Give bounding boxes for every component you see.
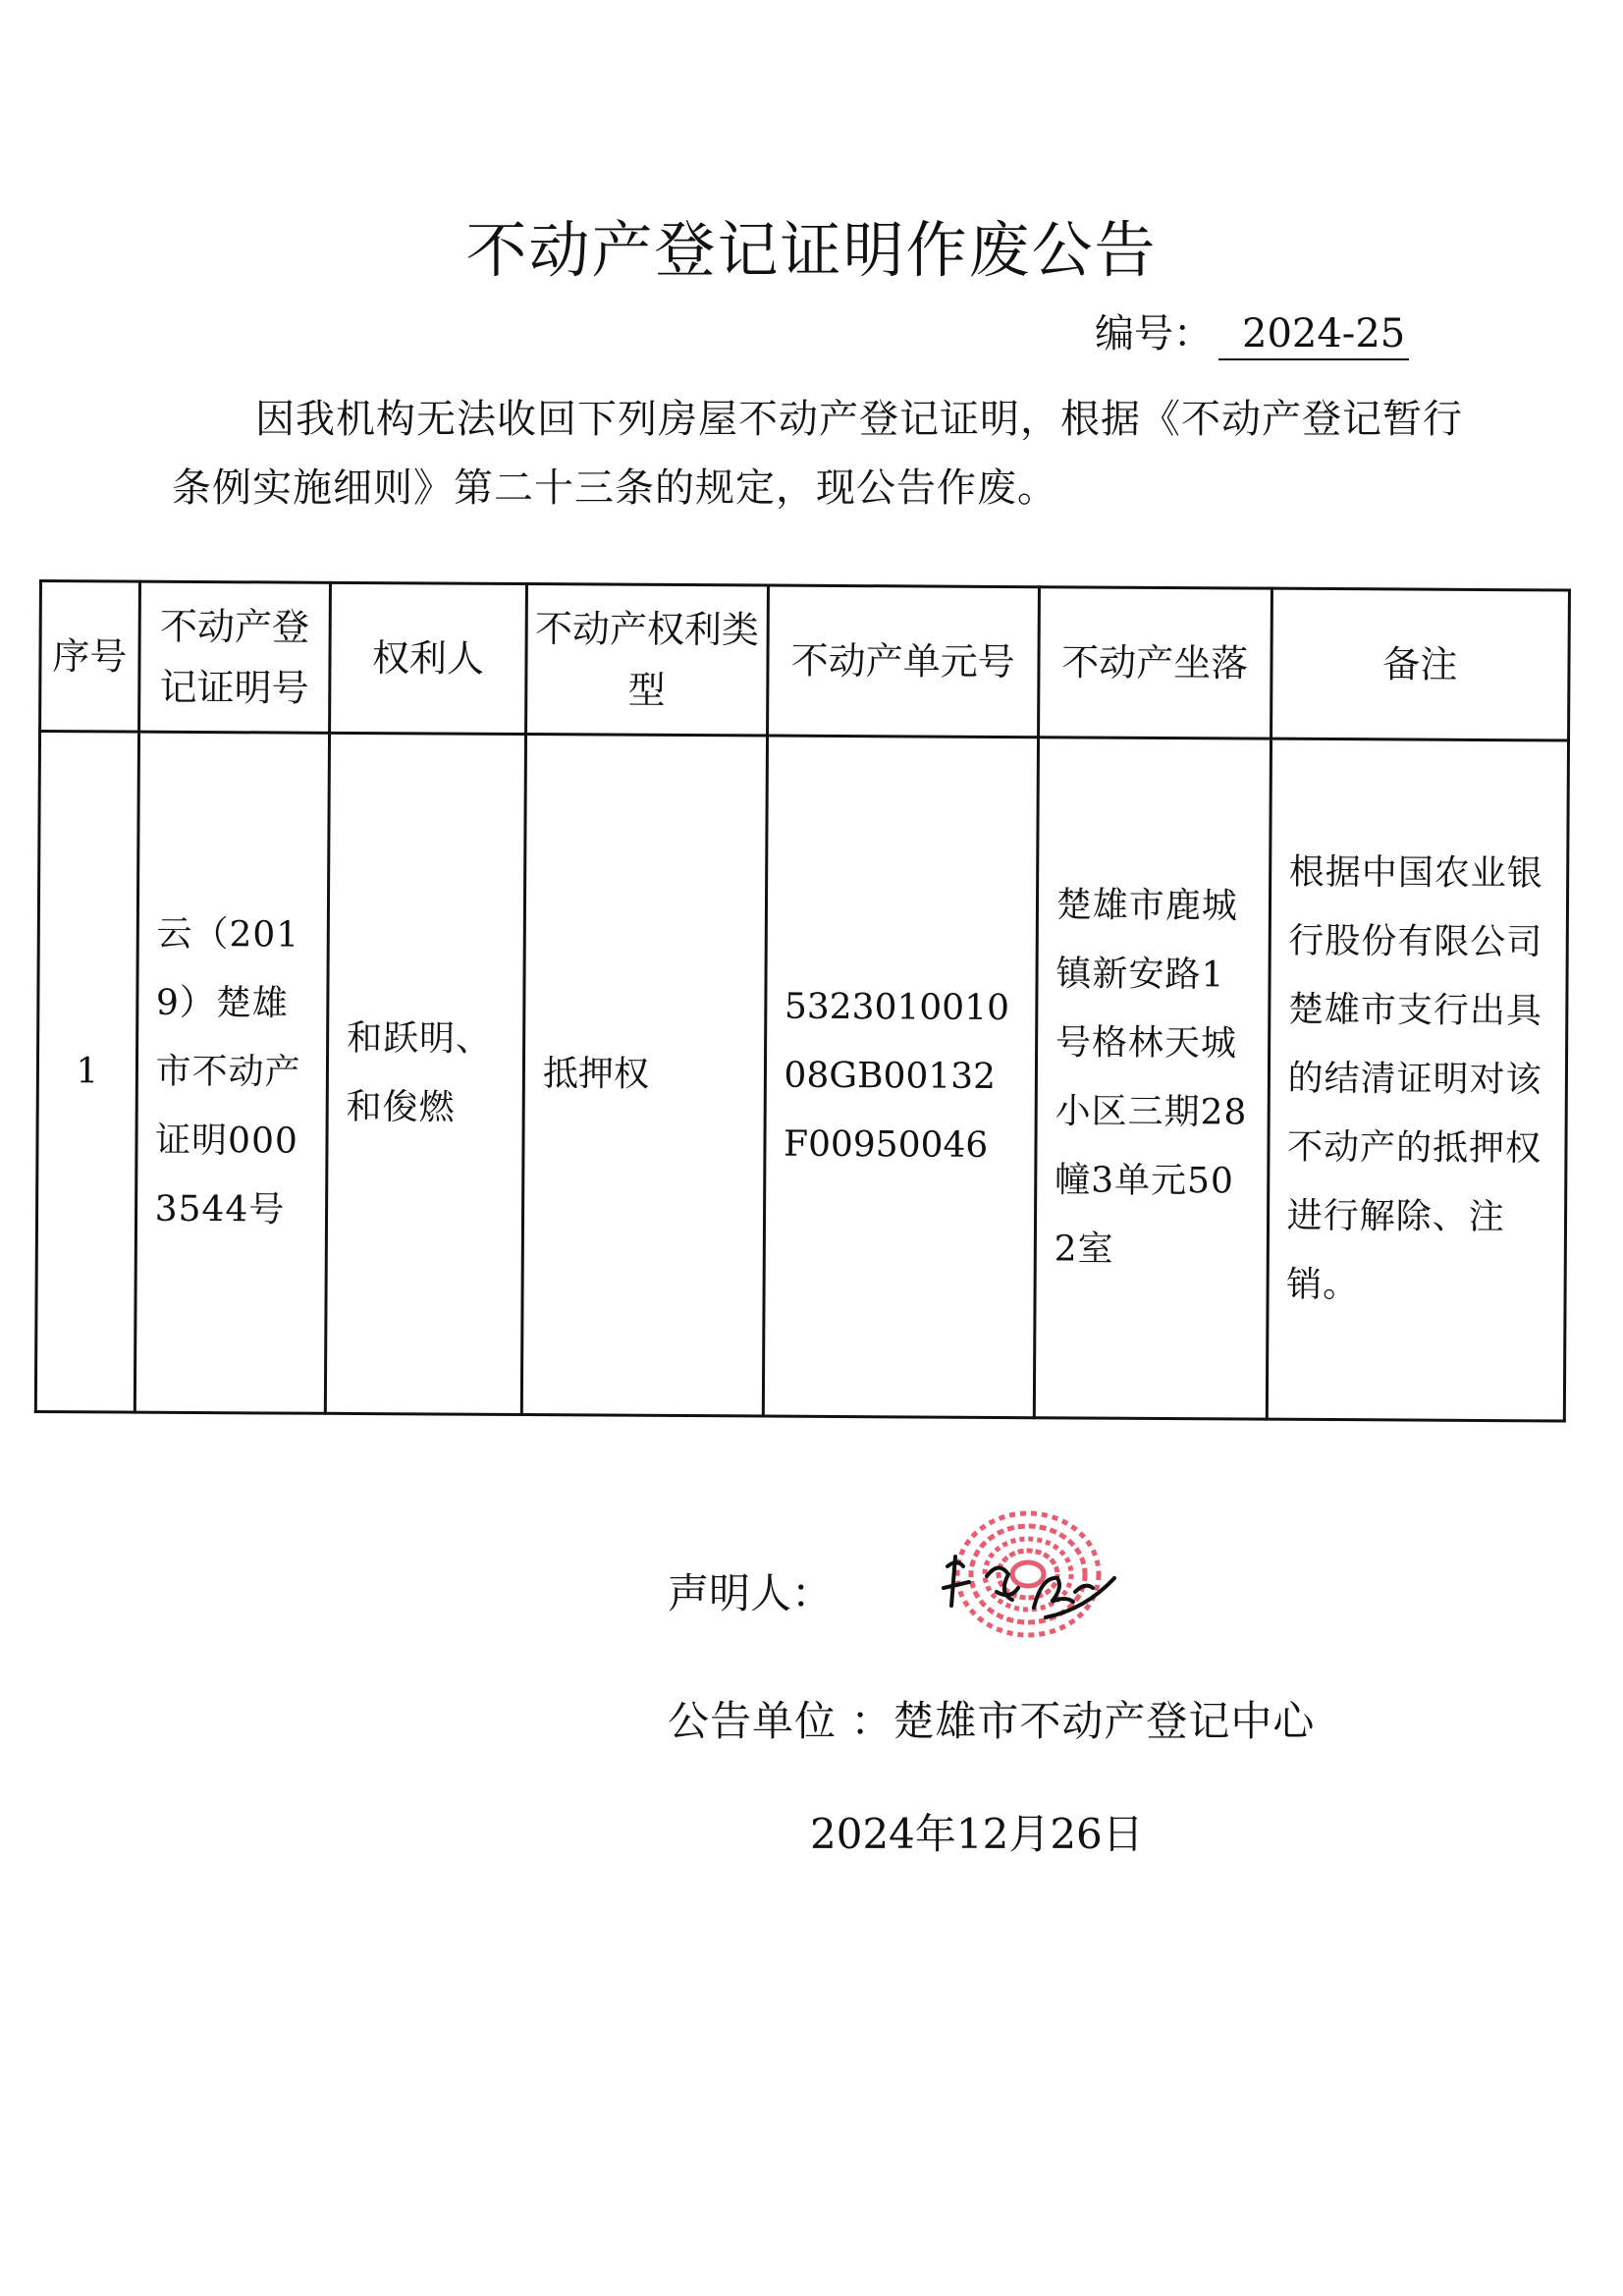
- header-owner: 权利人: [329, 582, 526, 734]
- issue-date: 2024年12月26日: [810, 1810, 1144, 1858]
- page-title: 不动产登记证明作废公告: [465, 214, 1158, 286]
- cell-cert-no: 云（2019）楚雄市不动产证明0003544号: [135, 732, 329, 1413]
- fingerprint-signature-icon: [928, 1498, 1124, 1660]
- notice-table: [34, 579, 1571, 1423]
- table-row: [35, 732, 1568, 1421]
- issuing-agency: 公告单位 ：楚雄市不动产登记中心: [668, 1697, 1316, 1745]
- header-unit-no: 不动产单元号: [767, 585, 1039, 738]
- declarant-label: 声明人：: [668, 1569, 834, 1617]
- doc-number-label: 编号：: [1095, 311, 1213, 356]
- header-note: 备注: [1271, 588, 1569, 740]
- cell-seq: 1: [35, 732, 138, 1413]
- cell-right-type: 抵押权: [521, 735, 767, 1416]
- header-right-type: 不动产权利类型: [526, 584, 769, 736]
- doc-number: [1095, 302, 1409, 360]
- header-seq: 序号: [40, 581, 140, 733]
- cell-location: 楚雄市鹿城镇新安路1号格林天城小区三期28幢3单元502室: [1034, 738, 1271, 1419]
- cell-note: 根据中国农业银行股份有限公司楚雄市支行出具的结清证明对该不动产的抵押权进行解除、注销。: [1267, 738, 1569, 1421]
- cell-unit-no: 532301001008GB00132F00950046: [763, 736, 1039, 1418]
- table-header-row: [40, 581, 1570, 741]
- doc-number-value: 2024-25: [1218, 309, 1409, 360]
- cell-owner: 和跃明、和俊燃: [325, 733, 525, 1414]
- header-location: 不动产坐落: [1038, 587, 1271, 738]
- intro-paragraph: 因我机构无法收回下列房屋不动产登记证明，根据《不动产登记暂行条例实施细则》第二十三条的规定，现公告作废。: [172, 397, 1463, 511]
- header-cert-no: 不动产登记证明号: [138, 581, 330, 733]
